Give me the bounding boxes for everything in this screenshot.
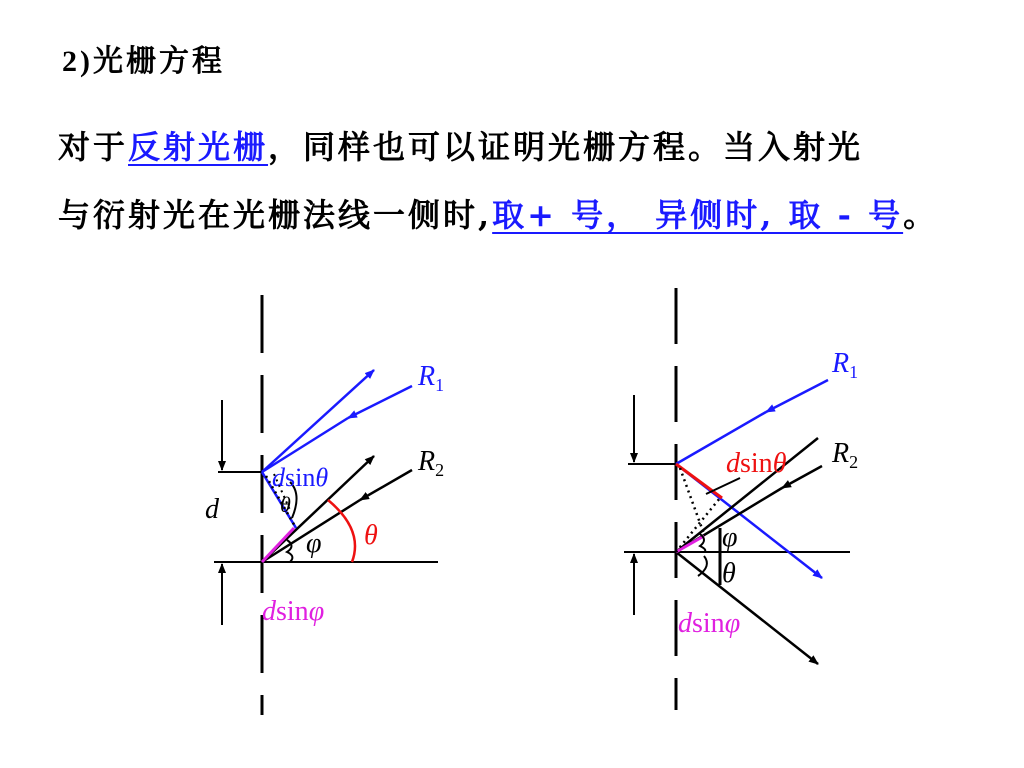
label-r2-left: $R_2$ (418, 446, 445, 480)
right-diagram (624, 288, 858, 710)
label-pointer-right (706, 478, 740, 494)
label-dsin-theta-left: dsinθ (272, 463, 329, 492)
diffracted-ray-r1-left (262, 370, 374, 472)
incident-ray-r2-left (360, 470, 412, 500)
theta-arc-left (328, 500, 355, 562)
heading-number: 2) (62, 45, 93, 78)
text-segment: 对于 (58, 128, 129, 166)
label-r2-right: $R_2$ (832, 438, 859, 472)
label-theta-right: θ (722, 558, 736, 589)
label-theta-small-left: θ (280, 492, 291, 517)
incident-ray-r1-left (348, 386, 412, 418)
label-dsin-phi-right: dsinφ (678, 608, 741, 639)
incident-ray-r1-right (766, 380, 828, 412)
text-segment: 。 (903, 196, 939, 234)
theta-arc-right (698, 556, 707, 576)
left-diagram (205, 295, 444, 715)
reflection-grating-link[interactable]: 反射光栅 (128, 128, 269, 166)
label-d-left: d (205, 494, 219, 525)
path-diff-phi-right (676, 536, 704, 552)
phi-arc-left (287, 540, 292, 562)
label-dsin-theta-right: dsinθ (726, 448, 787, 479)
incident-ray-r2-right (782, 466, 822, 488)
dotted-perpendicular-right-b (676, 498, 720, 552)
label-phi-left: φ (306, 528, 322, 559)
label-theta-left: θ (364, 520, 378, 551)
text-segment: ，同样也可以证明光栅方程。当入射光 (268, 128, 864, 166)
path-diff-theta-right (676, 464, 722, 498)
label-r1-left: $R_1$ (418, 361, 445, 395)
label-phi-right: φ (722, 522, 738, 553)
label-dsin-phi-left: dsinφ (262, 596, 325, 627)
heading-title: 光栅方程 (93, 44, 225, 79)
text-segment: 与衍射光在光栅法线一侧时, (58, 196, 493, 234)
sign-rule-link[interactable]: 取+ 号， 异侧时, 取 - 号 (492, 196, 904, 234)
label-r1-right: $R_1$ (832, 348, 859, 382)
